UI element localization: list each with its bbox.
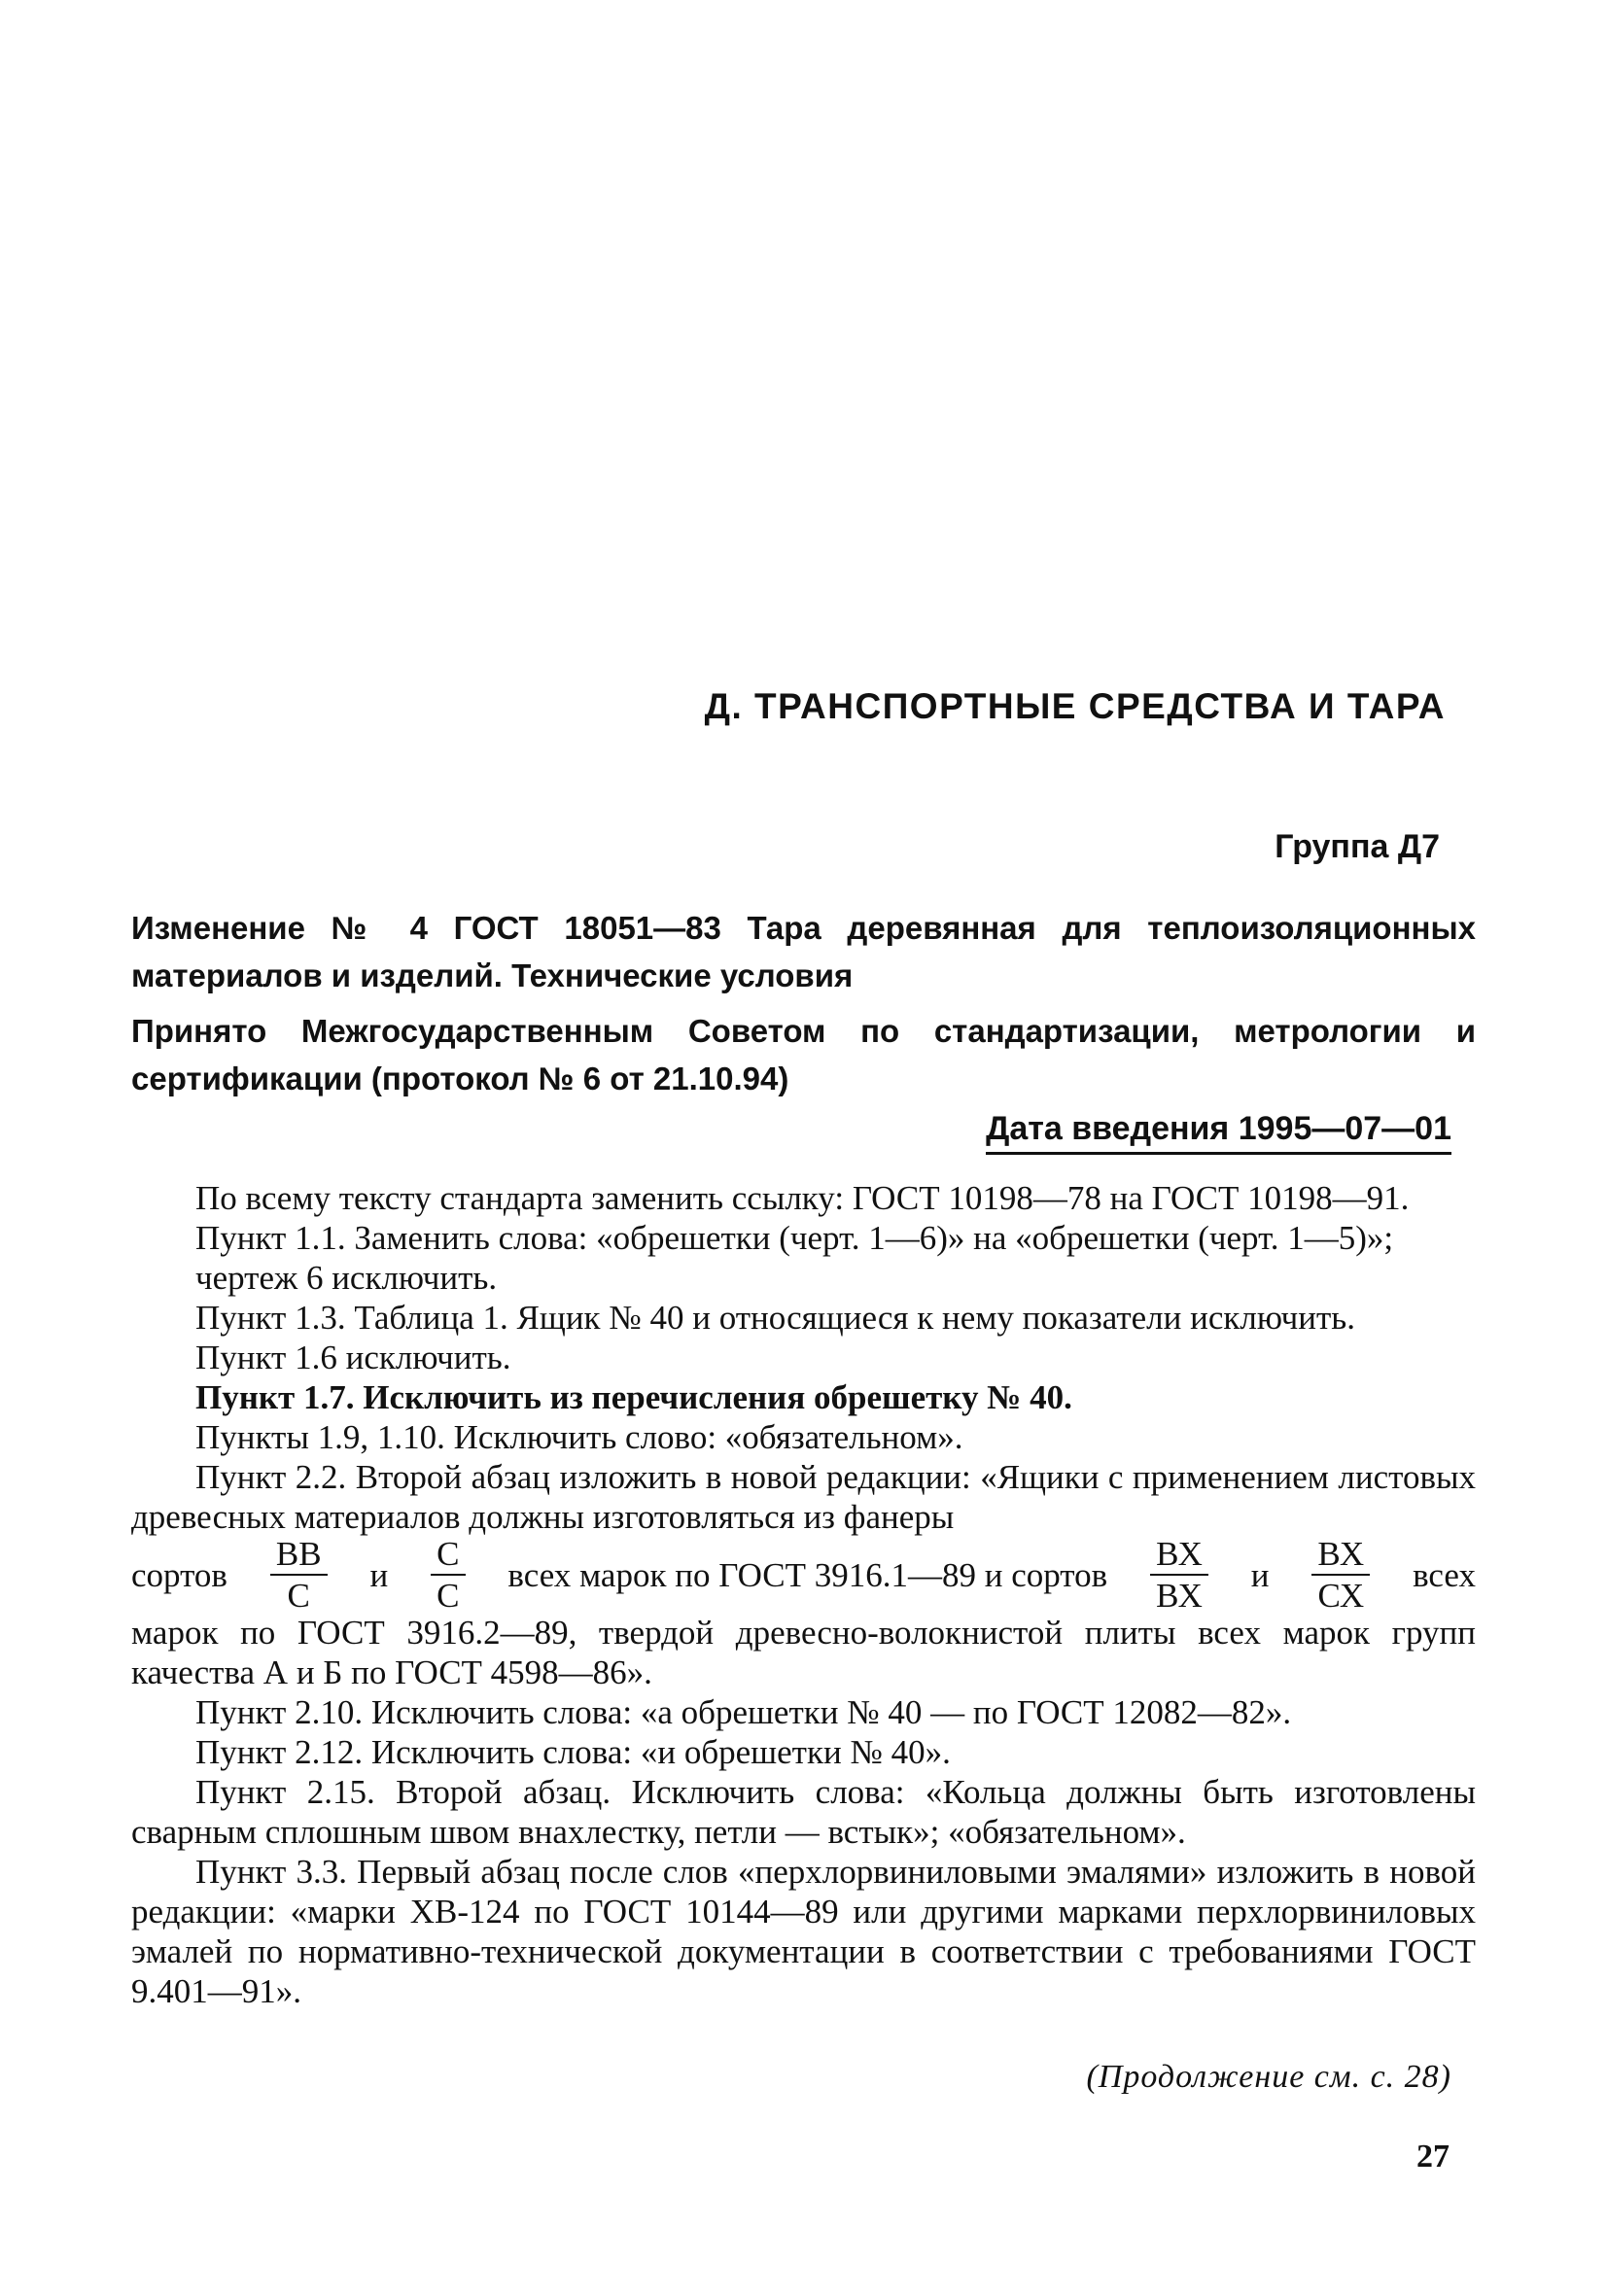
group-label: Группа Д7 [1275,828,1440,865]
page-number: 27 [1416,2139,1450,2174]
formula-text-sorts: сортов [131,1555,227,1594]
amendment-body [131,1178,1476,2011]
fraction-numerator: ВХ [1311,1537,1370,1576]
paragraph-1-6: Пункт 1.6 исключить. [195,1339,511,1376]
paragraph-3-3: Пункт 3.3. Первый абзац после слов «перхлорвиниловыми эмалями» изложить в новой редакции: «марки ХВ-124 по ГОСТ 10144—89 или другими марками перхлорвиниловых эмалей по нормативно-технической документации в соответствии с требованиями ГОСТ 9.401—91». [131,1853,1476,2010]
formula-text-and: и [369,1555,389,1594]
formula-text-mid: всех марок по ГОСТ 3916.1—89 и сортов [507,1555,1108,1594]
plywood-grade-formula [131,1537,1476,1613]
paragraph-2-10: Пункт 2.10. Исключить слова: «а обрешетки № 40 — по ГОСТ 12082—82». [195,1693,1292,1731]
fraction-denominator: С [287,1577,310,1615]
amendment-title: Изменение № 4 ГОСТ 18051—83 Тара деревянная для теплоизоляционных материалов и изделий. Технические условия [131,910,1476,993]
fraction-numerator: ВХ [1150,1537,1208,1576]
paragraph-1-7: Пункт 1.7. Исключить из перечисления обрешетку № 40. [195,1378,1072,1416]
fraction-bx-bx [1150,1537,1208,1613]
paragraph-1-3: Пункт 1.3. Таблица 1. Ящик № 40 и относящиеся к нему показатели исключить. [195,1299,1356,1337]
fraction-numerator: ВВ [270,1537,328,1576]
fraction-bb-c [270,1537,328,1613]
fraction-denominator: С [437,1577,460,1615]
date-value: 1995—07—01 [1238,1110,1451,1147]
paragraph-gost-reference: По всему тексту стандарта заменить ссылку: ГОСТ 10198—78 на ГОСТ 10198—91. [195,1179,1410,1217]
formula-text-end: всех [1413,1555,1476,1594]
fraction-c-c [431,1537,465,1613]
paragraph-1-1: Пункт 1.1. Заменить слова: «обрешетки (черт. 1—6)» на «обрешетки (черт. 1—5)»; [195,1219,1394,1257]
paragraph-2-15: Пункт 2.15. Второй абзац. Исключить слова: «Кольца должны быть изготовлены сварным сплошным швом внахлестку, петли — встык»; «обязательном». [131,1773,1476,1851]
fraction-bx-cx [1311,1537,1370,1613]
fraction-numerator: С [431,1537,465,1576]
formula-text-and: и [1250,1555,1270,1594]
paragraph-drawing-6: чертеж 6 исключить. [195,1259,498,1297]
continuation-note: (Продолжение см. с. 28) [1086,2059,1451,2095]
paragraph-1-9: Пункты 1.9, 1.10. Исключить слово: «обязательном». [195,1418,963,1456]
section-title: Д. ТРАНСПОРТНЫЕ СРЕДСТВА И ТАРА [704,686,1446,726]
paragraph-2-2-intro: Пункт 2.2. Второй абзац изложить в новой редакции: «Ящики с применением листовых древесных материалов должны изготовляться из фанеры [131,1458,1476,1536]
fraction-denominator: СХ [1317,1577,1365,1615]
paragraph-2-12: Пункт 2.12. Исключить слова: «и обрешетки № 40». [195,1733,951,1771]
effective-date [986,1110,1451,1155]
fraction-denominator: ВХ [1156,1577,1203,1615]
paragraph-2-2-rest: марок по ГОСТ 3916.2—89, твердой древесно-волокнистой плиты всех марок групп качества А и Б по ГОСТ 4598—86». [131,1614,1476,1691]
date-label: Дата введения [986,1110,1230,1147]
adopted-by: Принято Межгосударственным Советом по стандартизации, метрологии и сертификации (протокол № 6 от 21.10.94) [131,1013,1476,1096]
